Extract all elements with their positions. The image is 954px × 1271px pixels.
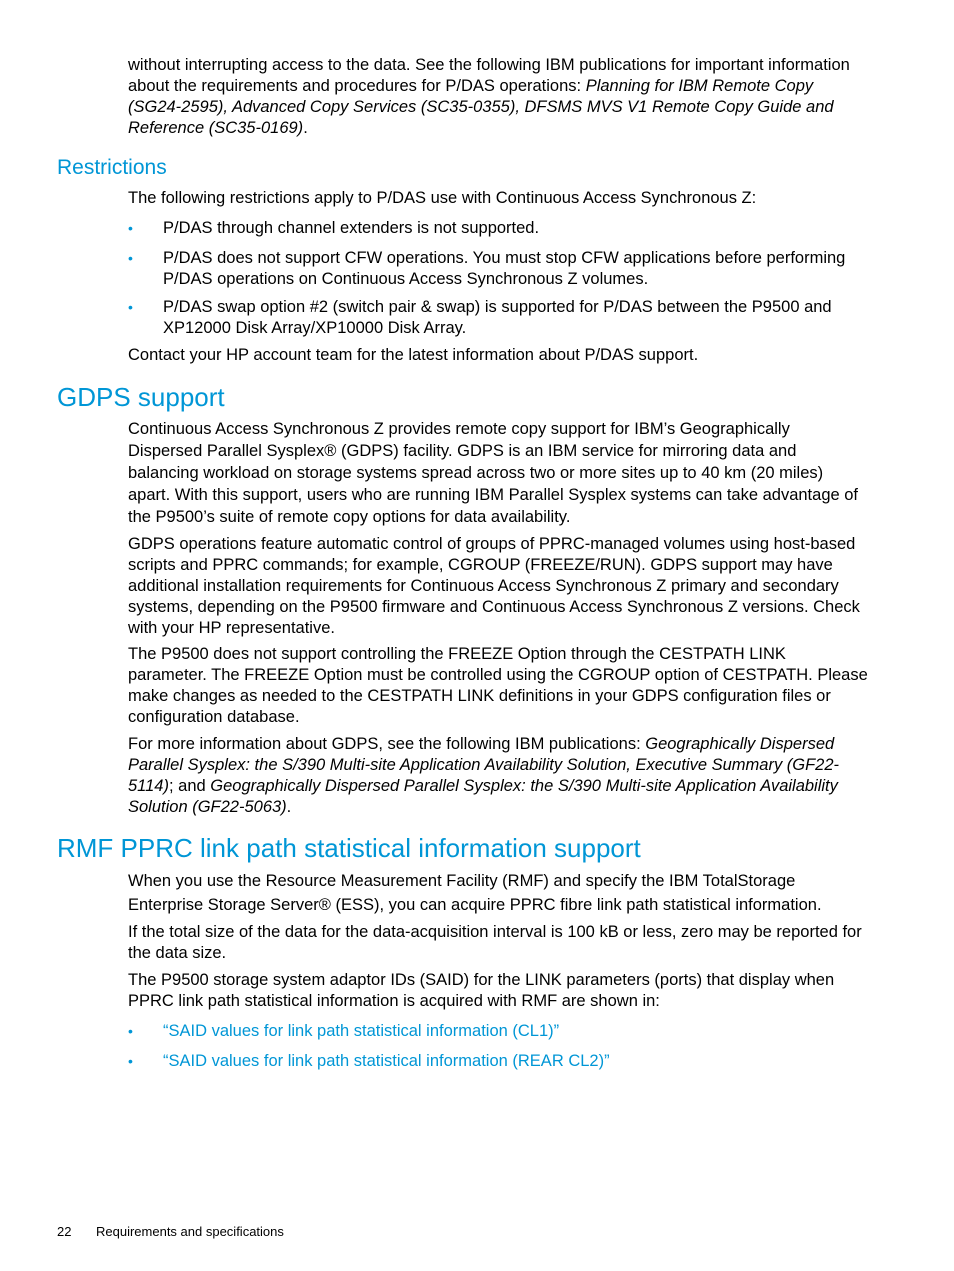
list-item (128, 1021, 868, 1042)
gdps-p4-reference-2: Geographically Dispersed Parallel Sysplex: the S/390 Multi-site Application Availability Solution (GF22-5063) (128, 777, 838, 816)
restrictions-closing: Contact your HP account team for the latest information about P/DAS support. (128, 346, 699, 364)
intro-references: Planning for IBM Remote Copy (SG24-2595), Advanced Copy Services (SC35-0355), DFSMS MVS V1 Remote Copy Guide and Reference (SC35-0169) (128, 77, 834, 137)
gdps-paragraph-1: Continuous Access Synchronous Z provides remote copy support for IBM’s Geographically Dispersed Parallel Sysplex® (GDPS) facility. GDPS is an IBM service for mirroring data and balancing workload on storage systems spread across two or more sites up to 40 km (20 miles) apart. With this support, users who are running IBM Parallel Sysplex systems can take advantage of the P9500’s suite of remote copy options for data availability. (128, 420, 859, 526)
list-item-text: P/DAS through channel extenders is not supported. (163, 219, 540, 237)
gdps-paragraph-4 (128, 734, 868, 818)
rmf-paragraph-2: If the total size of the data for the data-acquisition interval is 100 kB or less, zero may be reported for the data size. (128, 923, 862, 962)
list-item (128, 218, 868, 239)
page-number: 22 (57, 1224, 72, 1239)
restrictions-intro: The following restrictions apply to P/DAS use with Continuous Access Synchronous Z: (128, 189, 757, 207)
footer-section-title: Requirements and specifications (96, 1224, 284, 1239)
said-cl1-link[interactable]: “SAID values for link path statistical information (CL1)” (163, 1022, 560, 1040)
gdps-paragraph-2: GDPS operations feature automatic control of groups of PPRC-managed volumes using host-based scripts and PPRC commands; for example, CGROUP (FREEZE/RUN). GDPS support may have additional installation requirements for Continuous Access Synchronous Z primary and secondary systems, depending on the P9500 firmware and Continuous Access Synchronous Z versions. Check with your HP representative. (128, 535, 860, 637)
gdps-heading: GDPS support (57, 382, 225, 412)
restrictions-heading: Restrictions (57, 156, 167, 179)
list-item-text: P/DAS swap option #2 (switch pair & swap) is supported for P/DAS between the P9500 and XP12000 Disk Array/XP10000 Disk Array. (163, 298, 832, 337)
bullet-icon: • (128, 1023, 133, 1039)
intro-end: . (303, 119, 308, 137)
gdps-p4-mid: ; and (168, 777, 211, 795)
rmf-paragraph-3: The P9500 storage system adaptor IDs (SAID) for the LINK parameters (ports) that display when PPRC link path statistical information is acquired with RMF are shown in: (128, 971, 835, 1010)
rmf-paragraph-1: When you use the Resource Measurement Facility (RMF) and specify the IBM TotalStorage Enterprise Storage Server® (ESS), you can acquire PPRC fibre link path statistical information. (128, 872, 822, 914)
list-item (128, 248, 868, 290)
said-rear-cl2-link[interactable]: “SAID values for link path statistical information (REAR CL2)” (163, 1052, 610, 1070)
bullet-icon: • (128, 220, 133, 236)
bullet-icon: • (128, 299, 133, 315)
gdps-p4-lead: For more information about GDPS, see the following IBM publications: (128, 735, 646, 753)
rmf-heading: RMF PPRC link path statistical information support (57, 833, 641, 863)
bullet-icon: • (128, 250, 133, 266)
bullet-icon: • (128, 1053, 133, 1069)
gdps-paragraph-3: The P9500 does not support controlling the FREEZE Option through the CESTPATH LINK parameter. The FREEZE Option must be controlled using the CGROUP option of CESTPATH. Please make changes as needed to the CESTPATH LINK definitions in your GDPS configuration files or configuration database. (128, 645, 868, 726)
list-item (128, 297, 868, 339)
list-item (128, 1051, 868, 1072)
intro-paragraph (128, 55, 868, 139)
intro-lead: without interrupting access to the data. See the following IBM publications for important information about the requirements and procedures for P/DAS operations: (128, 56, 850, 95)
gdps-p4-reference-1: Geographically Dispersed Parallel Sysplex: the S/390 Multi-site Application Availability Solution, Executive Summary (GF22-5114) (128, 735, 840, 795)
list-item-text: P/DAS does not support CFW operations. You must stop CFW applications before performing P/DAS operations on Continuous Access Synchronous Z volumes. (163, 249, 846, 288)
gdps-p4-end: . (286, 798, 292, 816)
